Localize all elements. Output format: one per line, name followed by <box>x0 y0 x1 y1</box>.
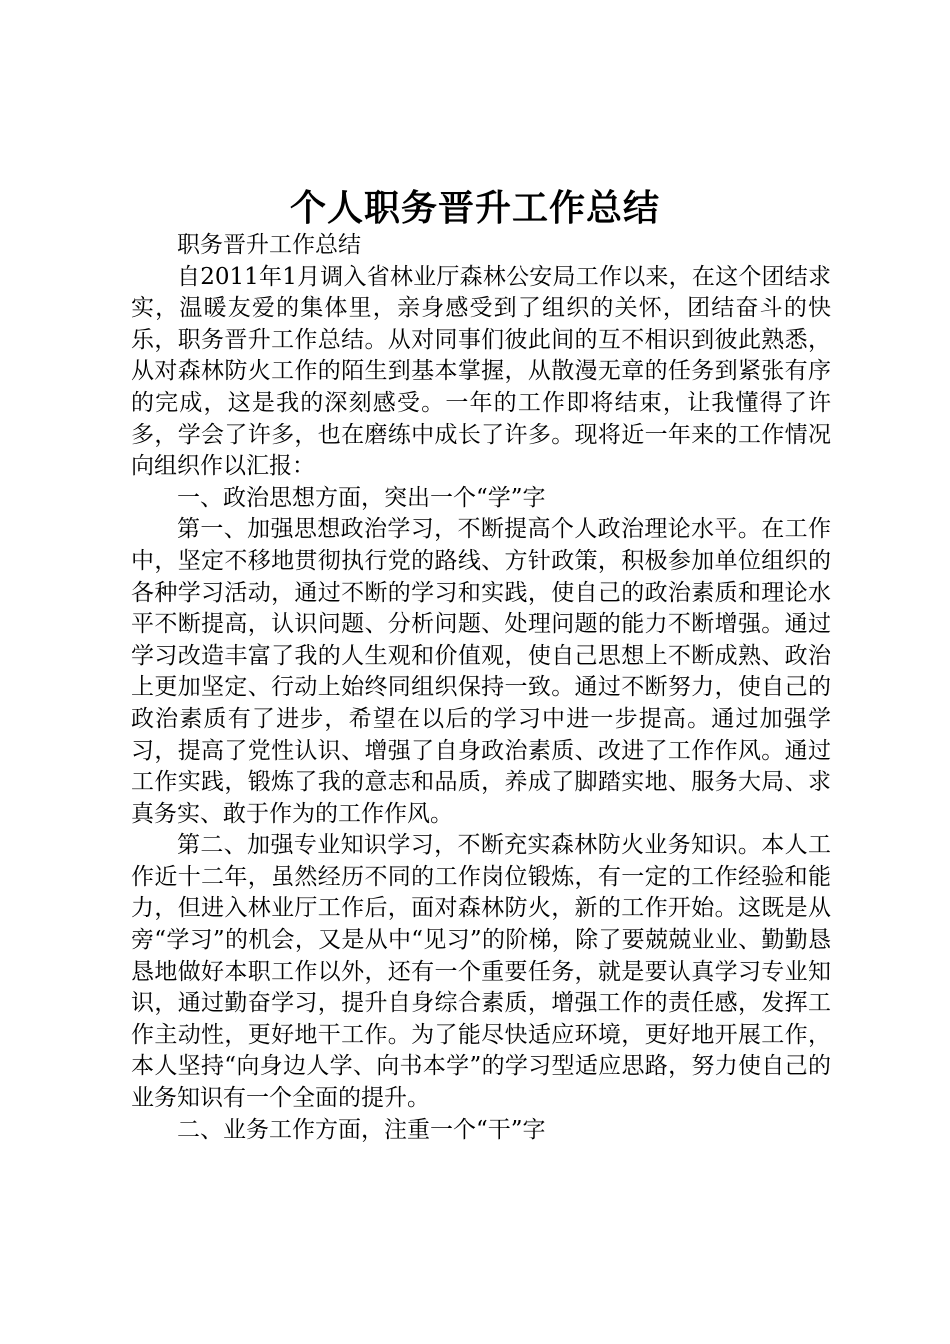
section-heading-politics: 一、政治思想方面，突出一个“学”字 <box>177 484 546 511</box>
paragraph-intro: 自2011年1月调入省林业厅森林公安局工作以来，在这个团结求实，温暖友爱的集体里，亲身感受到了组织的关怀，团结奋斗的快乐，职务晋升工作总结。从对同事们彼此间的互不相识到彼此熟悉，从对森林防火工作的陌生到基本掌握，从散漫无章的任务到紧张有序的完成，这是我的深刻感受。一年的工作即将结束，让我懂得了许多，学会了许多，也在磨练中成长了许多。现将近一年来的工作情况向组织作以汇报： <box>131 263 831 480</box>
section-heading-business: 二、业务工作方面，注重一个“干”字 <box>177 1116 546 1143</box>
document-title: 个人职务晋升工作总结 <box>289 187 660 229</box>
paragraph-subtitle: 职务晋升工作总结 <box>177 232 361 258</box>
paragraph-first-point: 第一、加强思想政治学习，不断提高个人政治理论水平。在工作中，坚定不移地贯彻执行党的路线、方针政策，积极参加单位组织的各种学习活动，通过不断的学习和实践，使自己的政治素质和理论水平不断提高，认识问题、分析问题、处理问题的能力不断增强。通过学习改造丰富了我的人生观和价值观，使自己思想上不断成熟、政治上更加坚定、行动上始终同组织保持一致。通过不断努力，使自己的政治素质有了进步，希望在以后的学习中进一步提高。通过加强学习，提高了党性认识、增强了自身政治素质、改进了工作作风。通过工作实践，锻炼了我的意志和品质，养成了脚踏实地、服务大局、求真务实、敢于作为的工作作风。 <box>131 516 831 827</box>
document-body <box>131 230 831 1146</box>
paragraph-second-point: 第二、加强专业知识学习，不断充实森林防火业务知识。本人工作近十二年，虽然经历不同的工作岗位锻炼，有一定的工作经验和能力，但进入林业厅工作后，面对森林防火，新的工作开始。这既是从旁“学习”的机会，又是从中“见习”的阶梯，除了要兢兢业业、勤勤恳恳地做好本职工作以外，还有一个重要任务，就是要认真学习专业知识，通过勤奋学习，提升自身综合素质，增强工作的责任感，发挥工作主动性，更好地干工作。为了能尽快适应环境，更好地开展工作，本人坚持“向身边人学、向书本学”的学习型适应思路，努力使自己的业务知识有一个全面的提升。 <box>131 832 831 1112</box>
